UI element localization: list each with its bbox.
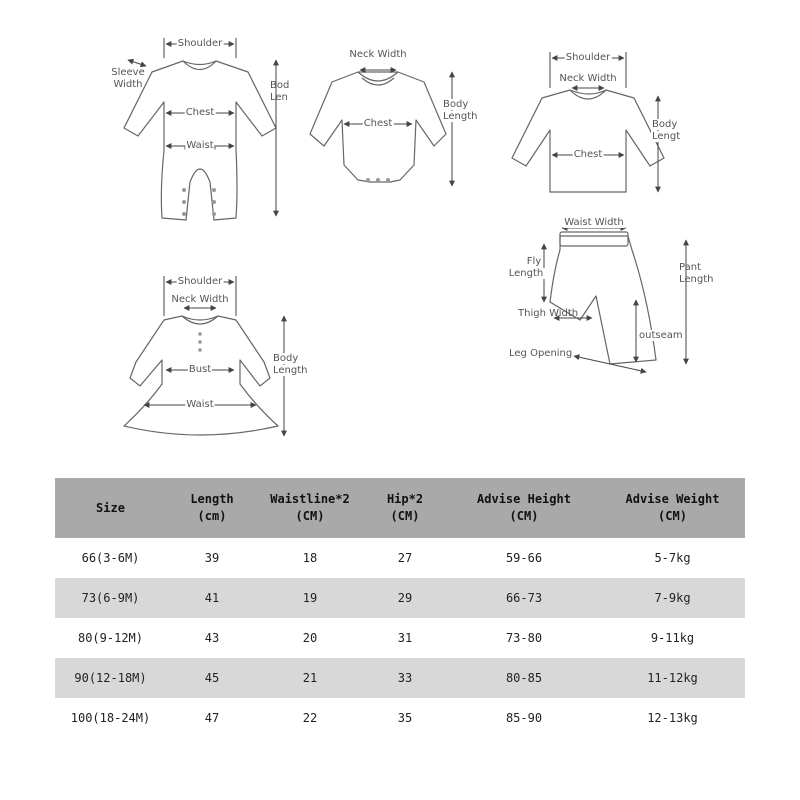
dress-body-length-label-1: Body	[273, 353, 299, 364]
table-cell: 41	[166, 578, 258, 618]
table-cell: 39	[166, 538, 258, 578]
top-chest-label: Chest	[573, 149, 603, 160]
pants-fly-length-label-1: Fly	[526, 256, 542, 267]
table-row	[55, 698, 745, 738]
bodysuit-chest-label: Chest	[363, 118, 393, 129]
column-header-text: (CM)	[509, 509, 539, 523]
column-header	[166, 478, 258, 538]
table-cell: 73-80	[448, 618, 600, 658]
size-cell: 100(18-24M)	[55, 698, 166, 738]
pants-waist-width-label: Waist Width	[564, 217, 624, 228]
table-row	[55, 618, 745, 658]
table-cell: 20	[258, 618, 362, 658]
table-cell: 43	[166, 618, 258, 658]
table-cell: 27	[362, 538, 448, 578]
size-chart-table	[55, 478, 745, 738]
table-cell: 7-9kg	[600, 578, 745, 618]
table-cell: 12-13kg	[600, 698, 745, 738]
column-header-text: Advise Weight	[625, 492, 720, 506]
column-header	[362, 478, 448, 538]
size-cell: 66(3-6M)	[55, 538, 166, 578]
table-cell: 66-73	[448, 578, 600, 618]
table-cell: 33	[362, 658, 448, 698]
bodysuit-neck-width-label: Neck Width	[349, 49, 407, 60]
romper-body-length-label-1: Bod	[270, 80, 290, 91]
table-cell: 35	[362, 698, 448, 738]
pants-pant-length-label-2: Length	[679, 274, 714, 285]
pants-thigh-width-label: Thigh Width	[518, 308, 579, 319]
column-header-text: Length	[190, 492, 234, 506]
romper-waist-label: Waist	[186, 140, 214, 151]
table-cell: 19	[258, 578, 362, 618]
table-cell: 5-7kg	[600, 538, 745, 578]
top-shoulder-label: Shoulder	[565, 52, 611, 63]
dress-neck-width-label: Neck Width	[171, 294, 229, 305]
table-cell: 85-90	[448, 698, 600, 738]
column-header	[448, 478, 600, 538]
top-neck-width-label: Neck Width	[559, 73, 617, 84]
column-header-text: Hip*2	[386, 492, 424, 506]
pants-outseam-label: outseam	[639, 330, 683, 341]
romper-body-length-label-2: Len	[270, 92, 288, 103]
top-body-length-label-1: Body	[652, 119, 678, 130]
column-header-text: Advise Height	[477, 492, 571, 506]
size-cell: 80(9-12M)	[55, 618, 166, 658]
romper-shoulder-label: Shoulder	[177, 38, 223, 49]
table-cell: 45	[166, 658, 258, 698]
column-header-text: Size	[96, 500, 125, 515]
table-cell: 22	[258, 698, 362, 738]
table-row	[55, 578, 745, 618]
table-cell: 9-11kg	[600, 618, 745, 658]
romper-chest-label: Chest	[185, 107, 215, 118]
column-header-text: (CM)	[295, 509, 325, 523]
table-cell: 21	[258, 658, 362, 698]
column-header-text: (CM)	[390, 509, 420, 523]
column-header	[258, 478, 362, 538]
top-outline	[512, 90, 664, 192]
table-cell: 29	[362, 578, 448, 618]
table-cell: 18	[258, 538, 362, 578]
column-header-text: (cm)	[197, 509, 227, 523]
table-cell: 11-12kg	[600, 658, 745, 698]
column-header	[600, 478, 745, 538]
size-cell: 90(12-18M)	[55, 658, 166, 698]
size-cell: 73(6-9M)	[55, 578, 166, 618]
table-row	[55, 658, 745, 698]
top-body-length-label-2: Lengt	[652, 131, 681, 142]
table-cell: 47	[166, 698, 258, 738]
column-header-text: Waistline*2	[270, 492, 350, 506]
dress-shoulder-label: Shoulder	[177, 276, 223, 287]
dress-bust-label: Bust	[188, 364, 212, 375]
bodysuit-body-length-label-1: Body	[443, 99, 469, 110]
dress-body-length-label-2: Length	[273, 365, 308, 376]
table-cell: 31	[362, 618, 448, 658]
column-header-text: (CM)	[658, 509, 687, 523]
pants-pant-length-label-1: Pant	[679, 262, 701, 273]
pants-fly-length-label-2: Length	[508, 268, 544, 279]
table-header-row	[55, 478, 745, 538]
table-row	[55, 538, 745, 578]
romper-sleeve-width-label-1: Sleeve	[111, 67, 145, 78]
column-header	[55, 478, 166, 538]
romper-sleeve-width-label-2: Width	[113, 79, 143, 90]
bodysuit-body-length-label-2: Length	[443, 111, 478, 122]
pants-leg-opening-label: Leg Opening	[509, 348, 573, 359]
pants-outline	[550, 236, 656, 364]
table-cell: 80-85	[448, 658, 600, 698]
dress-waist-label: Waist	[186, 399, 214, 410]
table-cell: 59-66	[448, 538, 600, 578]
